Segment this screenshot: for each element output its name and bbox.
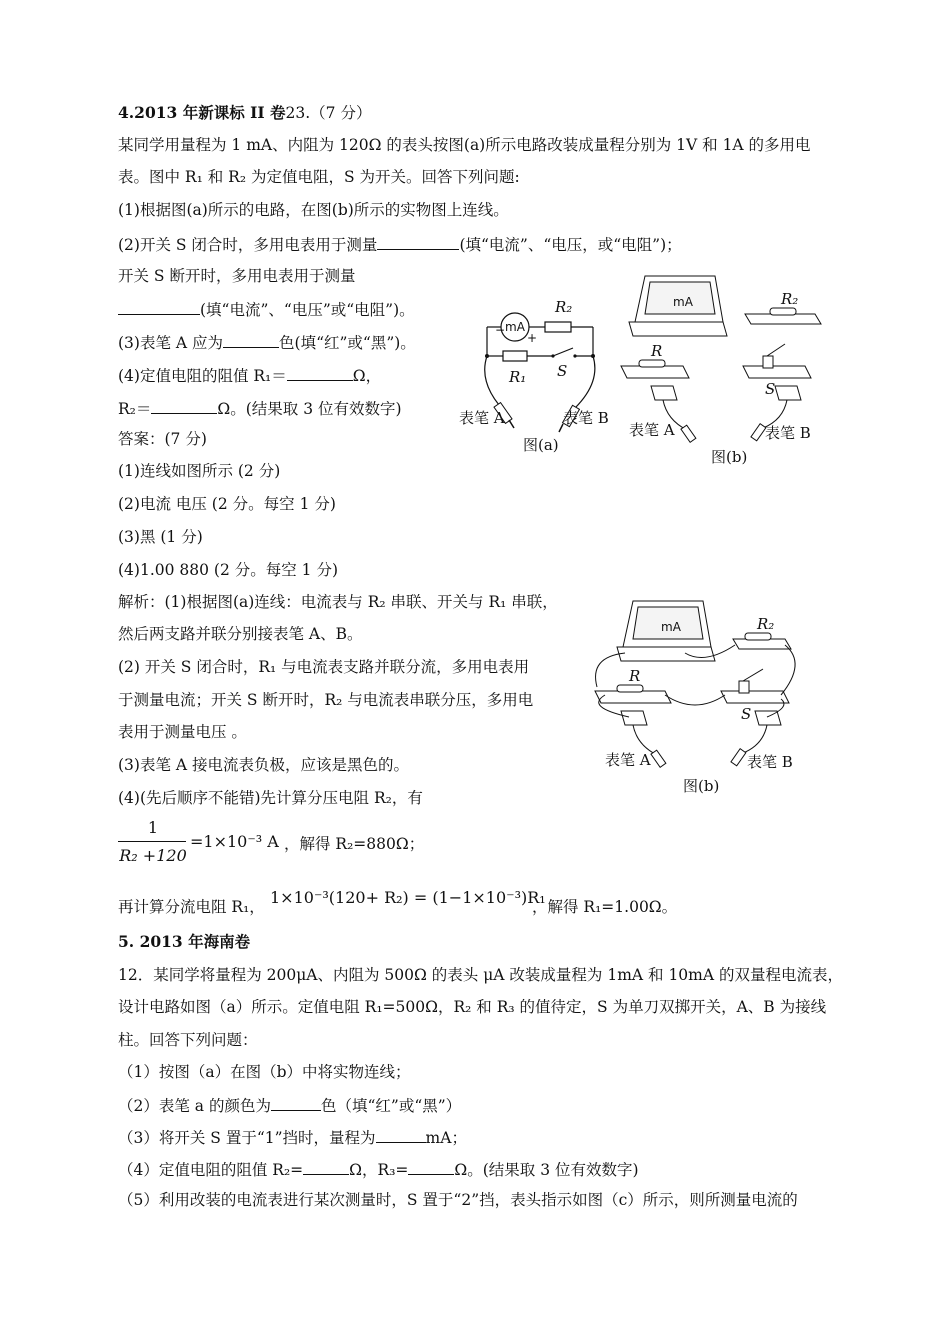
q5-line-4: （1）按图（a）在图（b）中将实物连线； bbox=[118, 1063, 411, 1081]
q4-heading-number: 23.（7 分） bbox=[285, 104, 372, 122]
q5-line-5-end: 色（填“红”或“黑”） bbox=[320, 1097, 462, 1115]
answer-2: (2)电流 电压 (2 分。每空 1 分) bbox=[118, 495, 336, 513]
q4-heading-source: 4.2013 年新课标 II 卷 bbox=[118, 103, 286, 122]
explanation-2: 然后两支路并联分别接表笔 A、B。 bbox=[118, 625, 363, 643]
explanation-4: 于测量电流；开关 S 断开时，R₂ 与电流表串联分压，多用电 bbox=[118, 691, 534, 709]
q4-line-4-end: (填“电流”、“电压，或“电阻”)； bbox=[459, 236, 682, 254]
meter-label: mA bbox=[673, 295, 693, 309]
r-label: R bbox=[651, 342, 663, 360]
formula-2: 1×10⁻³(120+ R₂) = (1−1×10⁻³)R₁ bbox=[270, 888, 546, 907]
q4-line-6-end: (填“电流”、“电压”或“电阻”)。 bbox=[200, 301, 415, 319]
q4-line-8 bbox=[118, 364, 381, 386]
formula-1-rhs: =1×10⁻³ A bbox=[190, 832, 279, 851]
probe-b-icon bbox=[731, 749, 746, 766]
answer-3: (3)黑 (1 分) bbox=[118, 528, 203, 546]
probe-b-label: 表笔 B bbox=[747, 753, 793, 771]
explanation-5: 表用于测量电压 。 bbox=[118, 723, 247, 741]
answer-blank bbox=[223, 331, 279, 348]
q4-line-5: 开关 S 断开时，多用电表用于测量 bbox=[118, 267, 356, 285]
fraction-bar bbox=[118, 841, 186, 842]
r2-label: R₂ bbox=[555, 298, 573, 316]
figure-b-apparatus bbox=[615, 270, 835, 470]
probe-a-label: 表笔 A bbox=[605, 751, 651, 769]
explanation-8: 再计算分流电阻 R₁， bbox=[118, 898, 265, 916]
q4-line-7-start: (3)表笔 A 应为 bbox=[118, 334, 224, 352]
probe-a-icon bbox=[681, 425, 696, 442]
answer-blank bbox=[377, 233, 459, 250]
meter-label: mA bbox=[505, 320, 525, 334]
q5-heading: 5. 2013 年海南卷 bbox=[118, 932, 251, 951]
answer-blank bbox=[287, 364, 353, 381]
r2-label: R₂ bbox=[757, 615, 775, 633]
answer-blank bbox=[151, 397, 217, 414]
answer-blank bbox=[408, 1158, 454, 1175]
probe-b-label: 表笔 B bbox=[765, 424, 811, 442]
q5-line-6-end: mA； bbox=[425, 1129, 467, 1147]
formula-1-solution: ，解得 R₂=880Ω； bbox=[284, 835, 425, 853]
minus-label: − bbox=[495, 323, 506, 337]
q5-line-8: （5）利用改装的电流表进行某次测量时，S 置于“2”挡，表头指示如图（c）所示，则所测量电流的 bbox=[118, 1191, 798, 1209]
r1-label: R₁ bbox=[509, 368, 527, 386]
q5-line-7-end: Ω。(结果取 3 位有效数字) bbox=[454, 1161, 639, 1179]
probe-a-icon bbox=[651, 750, 666, 767]
q4-line-6 bbox=[118, 298, 415, 320]
figure-a-circuit bbox=[455, 290, 630, 460]
q5-line-5-start: （2）表笔 a 的颜色为 bbox=[118, 1097, 271, 1115]
q5-line-6-start: （3）将开关 S 置于“1”挡时，量程为 bbox=[118, 1129, 376, 1147]
explanation-1: 解析：(1)根据图(a)连线：电流表与 R₂ 串联、开关与 R₁ 串联， bbox=[118, 593, 558, 611]
q4-line-8-start: (4)定值电阻的阻值 R₁＝ bbox=[118, 367, 287, 385]
figure-b-caption: 图(b) bbox=[711, 448, 748, 466]
answer-blank bbox=[303, 1158, 349, 1175]
switch-label: S bbox=[557, 362, 568, 380]
q4-line-8-end: Ω， bbox=[352, 367, 382, 385]
r2-label: R₂ bbox=[781, 290, 799, 308]
figure-b-wired-caption: 图(b) bbox=[683, 777, 720, 795]
q4-line-9 bbox=[118, 397, 402, 419]
q5-line-6 bbox=[118, 1126, 467, 1148]
q4-line-3: (1)根据图(a)所示的电路，在图(b)所示的实物图上连线。 bbox=[118, 201, 509, 219]
q4-line-7 bbox=[118, 331, 416, 353]
q4-line-7-end: 色(填“红”或“黑”)。 bbox=[279, 334, 416, 352]
q4-line-1: 某同学用量程为 1 mA、内阻为 120Ω 的表头按图(a)所示电路改装成量程分别为 1V 和 1A 的多用电 bbox=[118, 136, 811, 154]
figure-b-wired bbox=[585, 595, 810, 800]
q5-line-5 bbox=[118, 1094, 461, 1116]
probe-a-label: 表笔 A bbox=[459, 409, 505, 427]
q5-line-7 bbox=[118, 1158, 639, 1180]
q5-line-3: 柱。回答下列问题： bbox=[118, 1031, 258, 1049]
answer-1: (1)连线如图所示 (2 分) bbox=[118, 462, 281, 480]
q4-line-4 bbox=[118, 233, 682, 255]
q4-line-4-start: (2)开关 S 闭合时，多用电表用于测量 bbox=[118, 236, 378, 254]
answer-blank bbox=[271, 1094, 321, 1111]
switch-label: S bbox=[765, 380, 776, 398]
figure-a-caption: 图(a) bbox=[523, 436, 559, 454]
answer-blank bbox=[376, 1126, 426, 1143]
probe-a-label: 表笔 A bbox=[629, 421, 675, 439]
switch-label: S bbox=[741, 705, 752, 723]
answer-title: 答案：(7 分) bbox=[118, 430, 207, 448]
answer-blank bbox=[118, 298, 200, 315]
formula-1-denominator: R₂ +120 bbox=[119, 846, 187, 865]
q5-line-7-mid: Ω，R₃= bbox=[349, 1161, 409, 1179]
formula-1-numerator: 1 bbox=[147, 818, 159, 837]
q5-line-7-start: （4）定值电阻的阻值 R₂= bbox=[118, 1161, 304, 1179]
formula-2-solution: ，解得 R₁=1.00Ω。 bbox=[532, 898, 678, 916]
q4-line-9-end: Ω。(结果取 3 位有效数字) bbox=[217, 400, 402, 418]
explanation-3: (2) 开关 S 闭合时，R₁ 与电流表支路并联分流，多用电表用 bbox=[118, 658, 530, 676]
probe-b-icon bbox=[751, 424, 766, 441]
q4-heading bbox=[118, 103, 371, 123]
q4-line-2: 表。图中 R₁ 和 R₂ 为定值电阻，S 为开关。回答下列问题: bbox=[118, 168, 520, 186]
answer-4: (4)1.00 880 (2 分。每空 1 分) bbox=[118, 561, 339, 579]
r-label: R bbox=[629, 667, 641, 685]
probe-b-label: 表笔 B bbox=[563, 409, 609, 427]
explanation-7: (4)(先后顺序不能错)先计算分压电阻 R₂，有 bbox=[118, 789, 423, 807]
explanation-6: (3)表笔 A 接电流表负极，应该是黑色的。 bbox=[118, 756, 410, 774]
meter-label: mA bbox=[661, 620, 681, 634]
plus-label: + bbox=[527, 331, 538, 345]
q4-line-9-start: R₂＝ bbox=[118, 400, 152, 418]
q5-line-2: 设计电路如图（a）所示。定值电阻 R₁=500Ω，R₂ 和 R₃ 的值待定，S 为单刀双掷开关，A、B 为接线 bbox=[118, 998, 827, 1016]
q5-line-1: 12．某同学将量程为 200μA、内阻为 500Ω 的表头 μA 改装成量程为 1mA 和 10mA 的双量程电流表， bbox=[118, 966, 843, 984]
